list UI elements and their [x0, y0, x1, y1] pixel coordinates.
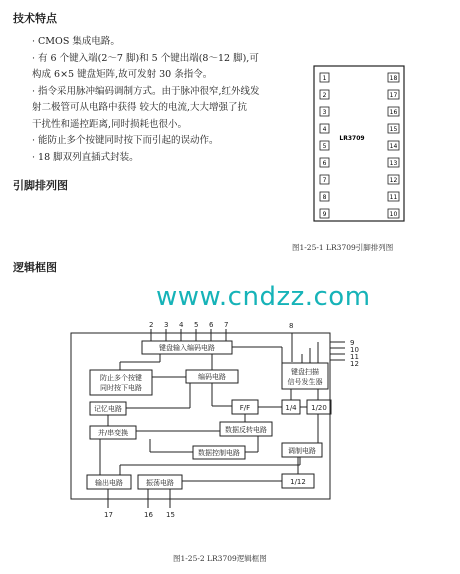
pinout-caption: 图1-25-1 LR3709引脚排列图 — [292, 243, 394, 252]
output-label: 输出电路 — [95, 479, 123, 487]
scan-label-1: 键盘扫描 — [291, 368, 319, 376]
pin-number: 17 — [389, 92, 398, 99]
modulate-label: 调制电路 — [288, 447, 316, 455]
scan-label-2: 信号发生器 — [287, 378, 323, 386]
pin-number: 1 — [322, 75, 327, 82]
pin-number: 5 — [322, 143, 327, 150]
pin-number: 10 — [389, 211, 398, 218]
ff-label: F/F — [239, 404, 251, 412]
feature-line: · 18 脚双列直插式封装。 — [32, 151, 139, 163]
feature-line: 射二极管可从电路中获得 较大的电流,大大增强了抗 — [32, 102, 248, 113]
feature-line: · 指令采用脉冲编码调制方式。由于脉冲很窄,红外线发 — [32, 85, 260, 97]
div20-label: 1/20 — [311, 404, 327, 412]
pin-number: 15 — [389, 126, 398, 133]
top-pin-label: 2 — [149, 321, 154, 329]
pin-number: 7 — [322, 177, 327, 184]
feature-line: 构成 6×5 键盘矩阵,故可发射 30 条指令。 — [32, 69, 213, 80]
pin-number: 14 — [389, 143, 398, 150]
pin-12-label: 12 — [350, 360, 359, 368]
div4-label: 1/4 — [285, 404, 297, 412]
pin-number: 2 — [322, 92, 327, 99]
pin-11-label: 11 — [350, 353, 359, 361]
osc-label: 振荡电路 — [146, 479, 174, 487]
feature-line: 干扰性和遥控距离,同时损耗也很小。 — [32, 118, 188, 130]
top-pin-label: 4 — [179, 321, 184, 329]
pin-number: 3 — [322, 109, 327, 116]
pin-number: 16 — [389, 109, 398, 116]
logic-heading: 逻辑框图 — [13, 261, 57, 274]
kb-input-label: 键盘输入编码电路 — [159, 344, 215, 352]
logic-caption: 图1-25-2 LR3709逻辑框图 — [173, 554, 267, 563]
top-pin-label: 3 — [164, 321, 169, 329]
pin-17-label: 17 — [104, 511, 113, 519]
pin-number: 6 — [322, 160, 327, 167]
encoder-label: 编码电路 — [198, 373, 226, 381]
pin-15-label: 15 — [166, 511, 175, 519]
pin-10-label: 10 — [350, 346, 359, 354]
pin-number: 9 — [322, 211, 327, 218]
top-pin-label: 7 — [224, 321, 229, 329]
pin-number: 11 — [389, 194, 398, 201]
pin-9-label: 9 — [350, 339, 355, 347]
prevent-label-2: 同时按下电路 — [100, 384, 142, 392]
serial-label: 并/串变换 — [97, 429, 129, 437]
pin-16-label: 16 — [144, 511, 153, 519]
pin-number: 13 — [389, 160, 398, 167]
invert-label: 数据反转电路 — [225, 426, 267, 434]
top-pin-label: 6 — [209, 321, 214, 329]
data-ctrl-label: 数据控制电路 — [198, 449, 240, 457]
pin-number: 18 — [389, 75, 398, 82]
pinout-heading: 引脚排列图 — [13, 179, 68, 192]
pin-number: 12 — [389, 177, 398, 184]
top-pin-label: 5 — [194, 321, 199, 329]
feature-line: · 有 6 个键入端(2～7 脚)和 5 个键出端(8～12 脚),可 — [32, 52, 259, 64]
pin-number: 8 — [322, 194, 327, 201]
chip-label: LR3709 — [339, 135, 365, 142]
features-heading: 技术特点 — [13, 12, 57, 25]
memory-label: 记忆电路 — [94, 405, 122, 413]
feature-line: · 能防止多个按键同时按下而引起的误动作。 — [32, 135, 219, 146]
feature-line: · CMOS 集成电路。 — [32, 36, 120, 47]
prevent-label-1: 防止多个按键 — [100, 374, 142, 382]
pin-number: 4 — [322, 126, 327, 133]
watermark: www.cndzz.com — [156, 282, 371, 312]
div12-label: 1/12 — [290, 478, 306, 486]
pin-8-label: 8 — [289, 322, 294, 330]
